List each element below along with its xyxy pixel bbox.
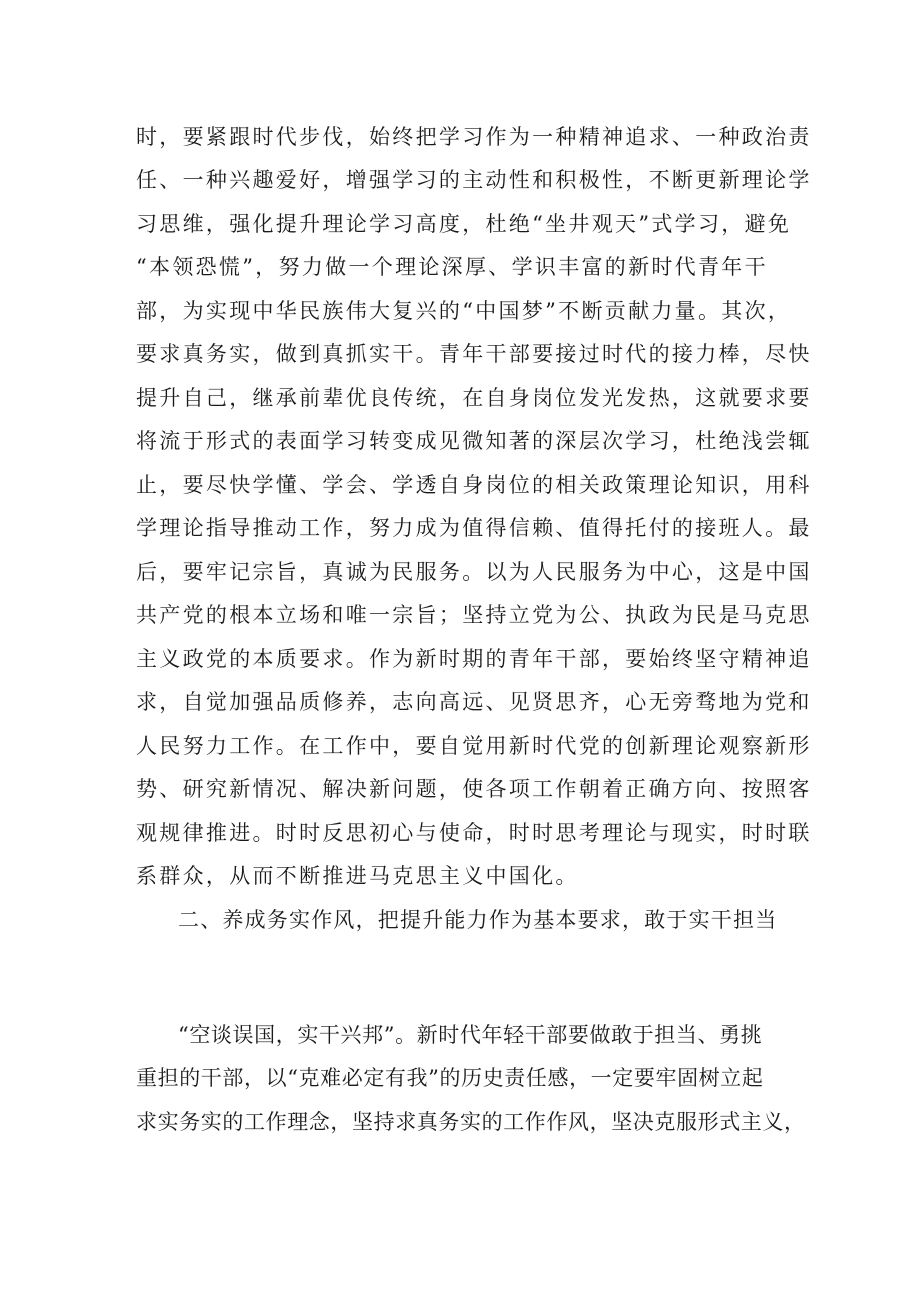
- text-line: “本领恐慌”，努力做一个理论深厚、学识丰富的新时代青年干: [136, 255, 768, 279]
- text-line: 观规律推进。时时反思初心与使命，时时思考理论与现实，时时联: [136, 821, 812, 845]
- text-line: 系群众，从而不断推进马克思主义中国化。: [136, 864, 579, 888]
- text-line: 共产党的根本立场和唯一宗旨；坚持立党为公、执政为民是马克思: [136, 603, 812, 627]
- text-line: 止，要尽快学懂、学会、学透自身岗位的相关政策理论知识，用科: [136, 473, 812, 497]
- text-line: 求，自觉加强品质修养，志向高远、见贤思齐，心无旁骛地为党和: [136, 690, 812, 714]
- text-line: 学理论指导推动工作，努力成为值得信赖、值得托付的接班人。最: [136, 516, 812, 540]
- text-line: 任、一种兴趣爱好，增强学习的主动性和积极性，不断更新理论学: [136, 168, 812, 192]
- text-line: 重担的干部，以“克难必定有我”的历史责任感，一定要牢固树立起: [136, 1066, 764, 1090]
- text-line: 将流于形式的表面学习转变成见微知著的深层次学习，杜绝浅尝辄: [136, 429, 812, 453]
- text-line: 习思维，强化提升理论学习高度，杜绝“坐井观天”式学习，避免: [136, 212, 792, 236]
- text-line: 时，要紧跟时代步伐，始终把学习作为一种精神追求、一种政治责: [136, 125, 812, 149]
- text-line: 后，要牢记宗旨，真诚为民服务。以为人民服务为中心，这是中国: [136, 560, 812, 584]
- text-line: 要求真务实，做到真抓实干。青年干部要接过时代的接力棒，尽快: [136, 342, 812, 366]
- text-line: 人民努力工作。在工作中，要自觉用新时代党的创新理论观察新形: [136, 734, 812, 758]
- section-heading: 二、养成务实作风，把提升能力作为基本要求，敢于实干担当: [178, 908, 778, 932]
- text-line: 提升自己，继承前辈优良传统，在自身岗位发光发热，这就要求要: [136, 386, 812, 410]
- text-line: 部，为实现中华民族伟大复兴的“中国梦”不断贡献力量。其次，: [136, 299, 792, 323]
- text-line: 求实务实的工作理念，坚持求真务实的工作作风，坚决克服形式主义，: [136, 1110, 806, 1134]
- text-line: “空谈误国，实干兴邦”。新时代年轻干部要做敢于担当、勇挑: [178, 1023, 763, 1047]
- text-line: 主义政党的本质要求。作为新时期的青年干部，要始终坚守精神追: [136, 647, 812, 671]
- text-line: 势、研究新情况、解决新问题，使各项工作朝着正确方向、按照客: [136, 777, 812, 801]
